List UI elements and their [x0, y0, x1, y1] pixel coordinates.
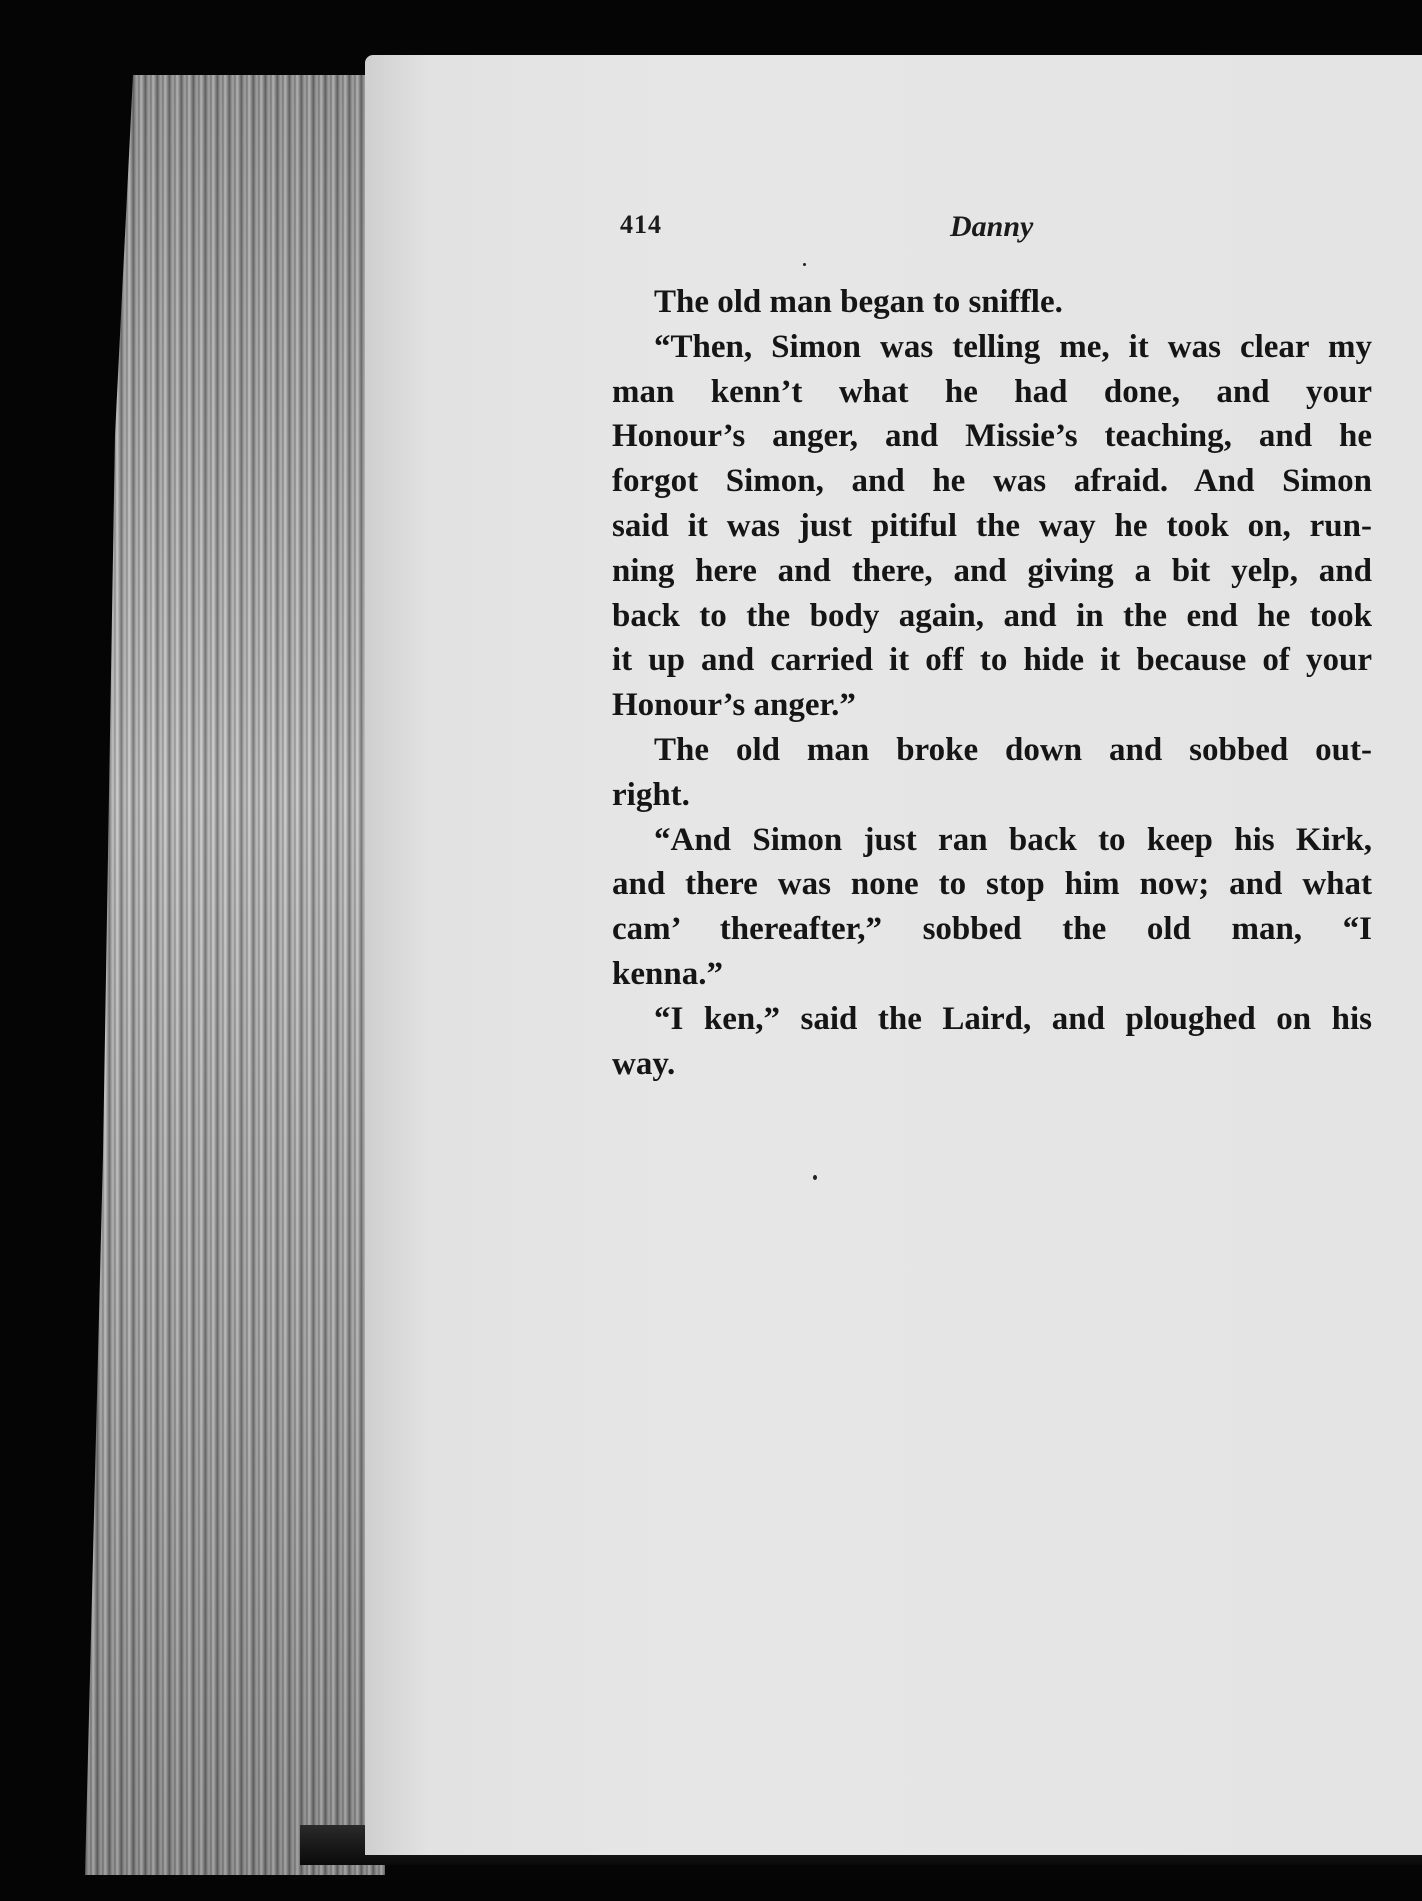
book-page-edges [85, 75, 385, 1875]
text-line: ning here and there, and giving a bit yelp, and [612, 552, 1372, 589]
page-number: 414 [620, 210, 662, 239]
text-line: Honour’s anger, and Missie’s teaching, and he [612, 418, 1372, 455]
text-line: kenna.” [612, 955, 723, 992]
text-line: forgot Simon, and he was afraid. And Simon [612, 463, 1372, 500]
text-line: way. [612, 1045, 676, 1082]
ink-speck [803, 263, 806, 266]
page-header [620, 210, 1060, 250]
text-line: “And Simon just ran back to keep his Kirk, [654, 821, 1372, 858]
text-line: The old man broke down and sobbed out- [654, 731, 1372, 768]
page-body-text [612, 280, 1372, 1086]
text-line: and there was none to stop him now; and what [612, 866, 1372, 903]
text-line: “I ken,” said the Laird, and ploughed on his [654, 1000, 1372, 1037]
text-line: cam’ thereafter,” sobbed the old man, “I [612, 911, 1372, 948]
text-line: “Then, Simon was telling me, it was clear my [654, 328, 1372, 365]
text-line: The old man began to sniffle. [654, 284, 1063, 320]
text-line: back to the body again, and in the end he took [612, 597, 1372, 634]
running-title: Danny [950, 210, 1034, 243]
text-line: Honour’s anger.” [612, 687, 856, 724]
ink-speck [813, 1175, 817, 1180]
text-line: said it was just pitiful the way he took on, run- [612, 507, 1372, 544]
text-line: it up and carried it off to hide it because of your [612, 642, 1372, 679]
text-line: man kenn’t what he had done, and your [612, 373, 1372, 410]
text-line: right. [612, 776, 690, 813]
